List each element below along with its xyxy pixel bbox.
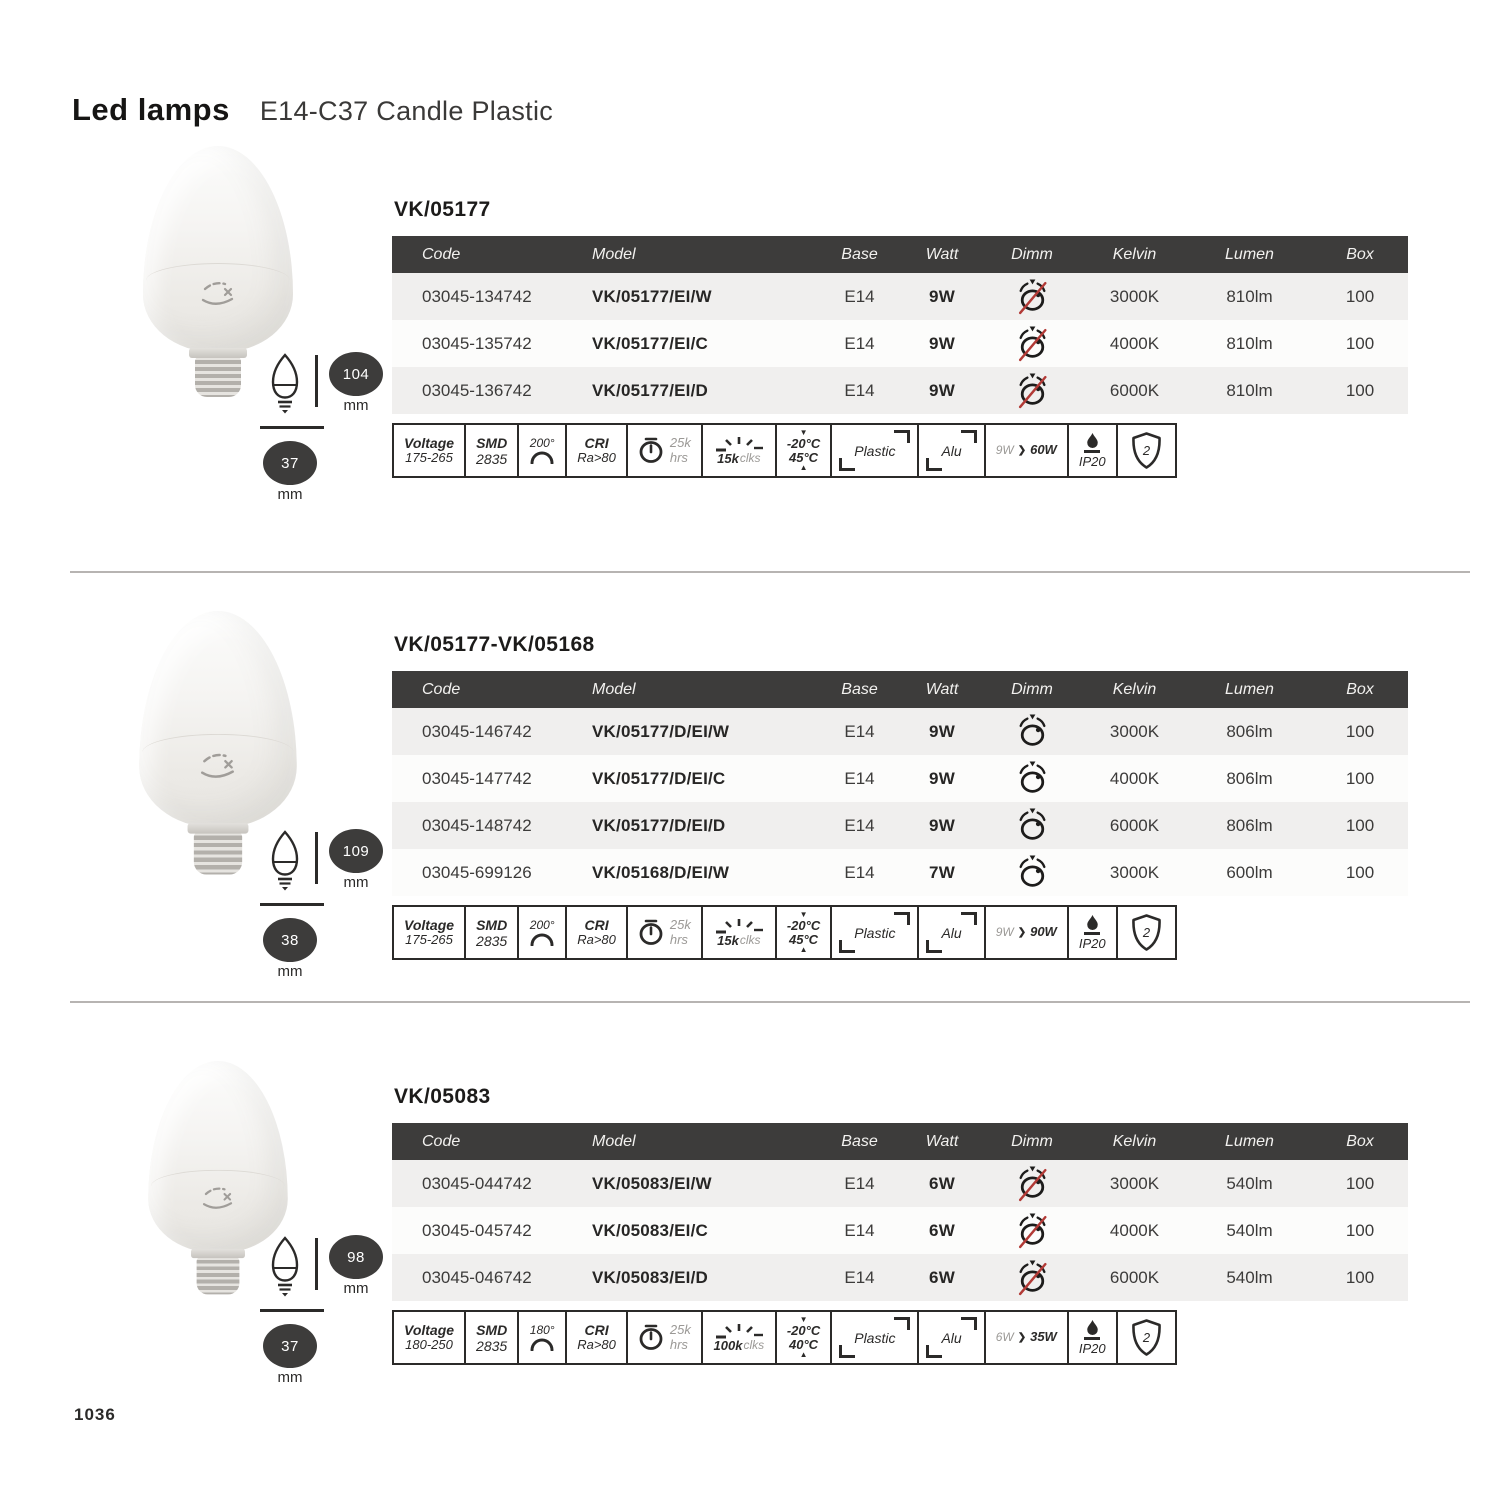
cell-watt: 9W xyxy=(929,721,955,741)
arrow-up-icon: ▲ xyxy=(799,463,808,473)
cell-model: VK/05177/EI/D xyxy=(592,380,708,400)
spec-voltage: Voltage 175-265 xyxy=(392,423,466,478)
shield-icon xyxy=(1128,913,1165,952)
table-row xyxy=(392,755,1408,802)
corner-bracket-icon xyxy=(961,912,977,925)
spec-icon-strip xyxy=(392,1310,1408,1365)
height-badge: 109 xyxy=(329,829,383,873)
cell-watt: 9W xyxy=(929,286,955,306)
spec-icon-strip xyxy=(392,905,1408,960)
cell-box: 100 xyxy=(1345,815,1375,835)
cell-watt: 6W xyxy=(929,1267,955,1287)
corner-bracket-icon xyxy=(926,1345,942,1358)
cell-lumen: 806lm xyxy=(1226,721,1273,741)
cell-box: 100 xyxy=(1345,768,1375,788)
spec-ip-rating: IP20 xyxy=(1067,423,1118,478)
table-header-row xyxy=(392,236,1408,273)
cell-code: 03045-148742 xyxy=(422,815,532,835)
cell-base: E14 xyxy=(844,815,875,835)
cell-code: 03045-699126 xyxy=(422,862,532,882)
column-header-kelvin: Kelvin xyxy=(1112,1132,1157,1150)
cell-base: E14 xyxy=(844,768,875,788)
spec-table-area xyxy=(392,198,1408,478)
diameter-badge: 37 xyxy=(263,441,317,485)
cell-lumen: 540lm xyxy=(1226,1267,1273,1287)
section-title: VK/05177 xyxy=(394,198,491,221)
spec-ip-rating: IP20 xyxy=(1067,1310,1118,1365)
table-row xyxy=(392,708,1408,755)
table-row xyxy=(392,802,1408,849)
product-section xyxy=(70,605,1440,1075)
dimmer-icon xyxy=(1016,807,1049,844)
diameter-unit: mm xyxy=(277,1369,303,1386)
spec-switch-cycles: 15k clks xyxy=(701,905,777,960)
spec-operating-temperature: ▼ -20°C 45°C ▲ xyxy=(775,905,832,960)
height-unit: mm xyxy=(343,874,369,891)
cell-base: E14 xyxy=(844,1173,875,1193)
product-section xyxy=(70,140,1440,610)
height-badge: 98 xyxy=(329,1235,383,1279)
corner-bracket-icon xyxy=(839,458,855,471)
page-title: Led lamps xyxy=(72,92,230,127)
corner-bracket-icon xyxy=(961,1317,977,1330)
svg-text:2: 2 xyxy=(1142,443,1150,459)
section-title: VK/05177-VK/05168 xyxy=(394,633,595,656)
dimmer-icon xyxy=(1016,372,1049,409)
droplet-icon xyxy=(1085,1319,1100,1336)
droplet-icon xyxy=(1085,914,1100,931)
cell-dimm xyxy=(982,713,1082,750)
arrow-up-icon: ▲ xyxy=(799,1350,808,1360)
beam-arc-icon xyxy=(529,451,555,464)
cell-model: VK/05177/EI/C xyxy=(592,333,708,353)
cell-code: 03045-136742 xyxy=(422,380,532,400)
greater-than-icon: ❯ xyxy=(1017,444,1027,456)
light-rays-icon xyxy=(713,917,765,934)
dimmer-icon xyxy=(1016,854,1049,891)
cell-dimm xyxy=(982,854,1082,891)
arrow-down-icon: ▼ xyxy=(799,910,808,919)
spec-voltage: Voltage 180-250 xyxy=(392,1310,466,1365)
table-body xyxy=(392,1160,1408,1301)
bulb-collar xyxy=(188,823,249,834)
product-table xyxy=(392,1123,1408,1301)
spec-switch-cycles: 100k clks xyxy=(701,1310,777,1365)
cell-base: E14 xyxy=(844,286,875,306)
column-header-lumen: Lumen xyxy=(1225,680,1274,698)
dimmer-icon xyxy=(1016,1259,1049,1296)
spec-led-chip: SMD 2835 xyxy=(464,423,519,478)
column-header-model: Model xyxy=(592,680,636,698)
shield-icon xyxy=(1128,1318,1165,1357)
cell-lumen: 810lm xyxy=(1226,286,1273,306)
column-header-base: Base xyxy=(841,1132,878,1150)
diameter-unit: mm xyxy=(277,963,303,980)
column-header-box: Box xyxy=(1346,245,1374,263)
spec-warranty xyxy=(1116,1310,1177,1365)
dimmer-icon xyxy=(1016,1165,1049,1202)
greater-than-icon: ❯ xyxy=(1017,1331,1027,1343)
cell-kelvin: 3000K xyxy=(1109,721,1160,741)
cell-watt: 6W xyxy=(929,1220,955,1240)
height-line xyxy=(315,1238,318,1290)
cell-kelvin: 3000K xyxy=(1109,286,1160,306)
cell-box: 100 xyxy=(1345,1267,1375,1287)
cell-base: E14 xyxy=(844,1220,875,1240)
arrow-down-icon: ▼ xyxy=(799,1315,808,1324)
column-header-lumen: Lumen xyxy=(1225,1132,1274,1150)
column-header-code: Code xyxy=(422,1132,461,1150)
cell-base: E14 xyxy=(844,333,875,353)
cell-lumen: 600lm xyxy=(1226,862,1273,882)
cell-kelvin: 3000K xyxy=(1109,1173,1160,1193)
cell-base: E14 xyxy=(844,721,875,741)
cell-box: 100 xyxy=(1345,333,1375,353)
spec-material-heatsink: Alu xyxy=(917,905,985,960)
cell-base: E14 xyxy=(844,862,875,882)
cell-code: 03045-045742 xyxy=(422,1220,532,1240)
beam-arc-icon xyxy=(529,933,555,946)
column-header-kelvin: Kelvin xyxy=(1112,245,1157,263)
spec-operating-temperature: ▼ -20°C 45°C ▲ xyxy=(775,423,832,478)
bulb-outline-icon xyxy=(266,1235,304,1297)
cell-lumen: 810lm xyxy=(1226,380,1273,400)
column-header-model: Model xyxy=(592,245,636,263)
table-header-row xyxy=(392,671,1408,708)
spec-switch-cycles: 15k clks xyxy=(701,423,777,478)
beam-arc-icon xyxy=(529,1338,555,1351)
cell-dimm xyxy=(982,1259,1082,1296)
dimmer-icon xyxy=(1016,1212,1049,1249)
cell-kelvin: 6000K xyxy=(1109,815,1160,835)
cell-code: 03045-146742 xyxy=(422,721,532,741)
arrow-down-icon: ▼ xyxy=(799,428,808,437)
cell-code: 03045-147742 xyxy=(422,768,532,788)
stopwatch-icon xyxy=(638,1323,665,1352)
bulb-outline-icon xyxy=(266,829,304,891)
cell-dimm xyxy=(982,1165,1082,1202)
corner-bracket-icon xyxy=(961,430,977,443)
shield-icon xyxy=(1128,431,1165,470)
height-badge: 104 xyxy=(329,352,383,396)
bulb-screw-base xyxy=(195,357,241,397)
bulb-body xyxy=(143,146,293,352)
column-header-dimm: Dimm xyxy=(1011,245,1053,263)
corner-bracket-icon xyxy=(926,940,942,953)
cell-watt: 9W xyxy=(929,815,955,835)
column-header-base: Base xyxy=(841,680,878,698)
column-header-watt: Watt xyxy=(925,245,959,263)
bulb-collar xyxy=(189,348,247,358)
spec-material-heatsink: Alu xyxy=(917,1310,985,1365)
light-rays-icon xyxy=(713,435,765,452)
brand-mark-icon xyxy=(195,749,241,783)
light-rays-icon xyxy=(713,1322,765,1339)
arrow-up-icon: ▲ xyxy=(799,945,808,955)
svg-text:2: 2 xyxy=(1142,1330,1150,1346)
spec-icon-strip xyxy=(392,423,1408,478)
cell-lumen: 540lm xyxy=(1226,1220,1273,1240)
dimmer-icon xyxy=(1016,760,1049,797)
spec-material-body: Plastic xyxy=(830,1310,919,1365)
corner-bracket-icon xyxy=(839,1345,855,1358)
height-unit: mm xyxy=(343,397,369,414)
column-header-kelvin: Kelvin xyxy=(1112,680,1157,698)
spec-wattage-equivalence: 6W ❯ 35W xyxy=(984,1310,1069,1365)
spec-beam-angle: 200° xyxy=(517,905,567,960)
spec-led-chip: SMD 2835 xyxy=(464,1310,519,1365)
cell-kelvin: 4000K xyxy=(1109,768,1160,788)
spec-material-body: Plastic xyxy=(830,423,919,478)
spec-cri: CRI Ra>80 xyxy=(565,423,628,478)
spec-table-area xyxy=(392,1085,1408,1365)
section-title: VK/05083 xyxy=(394,1085,491,1108)
cell-model: VK/05168/D/EI/W xyxy=(592,862,730,882)
cell-lumen: 806lm xyxy=(1226,768,1273,788)
spec-led-chip: SMD 2835 xyxy=(464,905,519,960)
height-line xyxy=(315,832,318,884)
cell-kelvin: 6000K xyxy=(1109,380,1160,400)
cell-code: 03045-134742 xyxy=(422,286,532,306)
corner-bracket-icon xyxy=(894,912,910,925)
section-divider xyxy=(70,1001,1470,1003)
cell-dimm xyxy=(982,807,1082,844)
spec-cri: CRI Ra>80 xyxy=(565,1310,628,1365)
diameter-unit: mm xyxy=(277,486,303,503)
spec-operating-temperature: ▼ -20°C 40°C ▲ xyxy=(775,1310,832,1365)
table-row xyxy=(392,273,1408,320)
spec-wattage-equivalence: 9W ❯ 60W xyxy=(984,423,1069,478)
table-row xyxy=(392,1254,1408,1301)
brand-mark-icon xyxy=(198,1184,239,1214)
greater-than-icon: ❯ xyxy=(1017,926,1027,938)
bulb-screw-base xyxy=(194,833,242,875)
column-header-watt: Watt xyxy=(925,680,959,698)
cell-model: VK/05083/EI/W xyxy=(592,1173,712,1193)
table-row xyxy=(392,1160,1408,1207)
ip-divider xyxy=(1084,1337,1100,1340)
ip-divider xyxy=(1084,450,1100,453)
cell-kelvin: 6000K xyxy=(1109,1267,1160,1287)
corner-bracket-icon xyxy=(926,458,942,471)
bulb-screw-base xyxy=(197,1257,240,1294)
bulb-body xyxy=(139,611,297,827)
cell-code: 03045-046742 xyxy=(422,1267,532,1287)
table-row xyxy=(392,1207,1408,1254)
spec-material-heatsink: Alu xyxy=(917,423,985,478)
spec-ip-rating: IP20 xyxy=(1067,905,1118,960)
page-number: 1036 xyxy=(74,1405,116,1424)
diameter-line xyxy=(260,426,324,429)
cell-model: VK/05083/EI/D xyxy=(592,1267,708,1287)
bulb-collar xyxy=(191,1249,245,1258)
page-header xyxy=(72,92,553,128)
column-header-lumen: Lumen xyxy=(1225,245,1274,263)
section-divider xyxy=(70,571,1470,573)
table-row xyxy=(392,367,1408,414)
spec-lifetime: 25k hrs xyxy=(626,423,703,478)
diameter-badge: 38 xyxy=(263,918,317,962)
cell-dimm xyxy=(982,1212,1082,1249)
corner-bracket-icon xyxy=(894,1317,910,1330)
cell-dimm xyxy=(982,278,1082,315)
ip-divider xyxy=(1084,932,1100,935)
height-line xyxy=(315,355,318,407)
cell-box: 100 xyxy=(1345,1173,1375,1193)
product-table xyxy=(392,671,1408,896)
spec-beam-angle: 200° xyxy=(517,423,567,478)
diameter-line xyxy=(260,903,324,906)
cell-watt: 7W xyxy=(929,862,955,882)
dimmer-icon xyxy=(1016,325,1049,362)
cell-code: 03045-044742 xyxy=(422,1173,532,1193)
table-row xyxy=(392,849,1408,896)
svg-text:2: 2 xyxy=(1142,925,1150,941)
cell-model: VK/05083/EI/C xyxy=(592,1220,708,1240)
column-header-code: Code xyxy=(422,680,461,698)
spec-voltage: Voltage 175-265 xyxy=(392,905,466,960)
product-section xyxy=(70,1055,1440,1500)
corner-bracket-icon xyxy=(839,940,855,953)
table-header-row xyxy=(392,1123,1408,1160)
stopwatch-icon xyxy=(638,918,665,947)
corner-bracket-icon xyxy=(894,430,910,443)
cell-watt: 9W xyxy=(929,333,955,353)
height-unit: mm xyxy=(343,1280,369,1297)
cell-base: E14 xyxy=(844,1267,875,1287)
spec-warranty xyxy=(1116,423,1177,478)
column-header-dimm: Dimm xyxy=(1011,1132,1053,1150)
spec-beam-angle: 180° xyxy=(517,1310,567,1365)
page-subtitle: E14-C37 Candle Plastic xyxy=(259,96,554,126)
table-body xyxy=(392,273,1408,414)
cell-base: E14 xyxy=(844,380,875,400)
spec-material-body: Plastic xyxy=(830,905,919,960)
cell-dimm xyxy=(982,760,1082,797)
cell-lumen: 810lm xyxy=(1226,333,1273,353)
cell-model: VK/05177/EI/W xyxy=(592,286,712,306)
column-header-code: Code xyxy=(422,245,461,263)
spec-lifetime: 25k hrs xyxy=(626,905,703,960)
cell-box: 100 xyxy=(1345,721,1375,741)
cell-box: 100 xyxy=(1345,380,1375,400)
diameter-line xyxy=(260,1309,324,1312)
column-header-dimm: Dimm xyxy=(1011,680,1053,698)
cell-model: VK/05177/D/EI/D xyxy=(592,815,726,835)
cell-dimm xyxy=(982,372,1082,409)
cell-model: VK/05177/D/EI/C xyxy=(592,768,726,788)
cell-model: VK/05177/D/EI/W xyxy=(592,721,730,741)
table-row xyxy=(392,320,1408,367)
column-header-watt: Watt xyxy=(925,1132,959,1150)
droplet-icon xyxy=(1085,432,1100,449)
product-table xyxy=(392,236,1408,414)
stopwatch-icon xyxy=(638,436,665,465)
cell-kelvin: 4000K xyxy=(1109,333,1160,353)
cell-lumen: 806lm xyxy=(1226,815,1273,835)
spec-cri: CRI Ra>80 xyxy=(565,905,628,960)
cell-box: 100 xyxy=(1345,862,1375,882)
cell-box: 100 xyxy=(1345,1220,1375,1240)
cell-code: 03045-135742 xyxy=(422,333,532,353)
bulb-body xyxy=(148,1061,288,1253)
cell-kelvin: 4000K xyxy=(1109,1220,1160,1240)
spec-warranty xyxy=(1116,905,1177,960)
diameter-badge: 37 xyxy=(263,1324,317,1368)
dimmer-icon xyxy=(1016,278,1049,315)
cell-watt: 9W xyxy=(929,380,955,400)
column-header-model: Model xyxy=(592,1132,636,1150)
dimmer-icon xyxy=(1016,713,1049,750)
cell-watt: 9W xyxy=(929,768,955,788)
cell-watt: 6W xyxy=(929,1173,955,1193)
spec-table-area xyxy=(392,633,1408,960)
brand-mark-icon xyxy=(196,278,240,310)
column-header-box: Box xyxy=(1346,1132,1374,1150)
spec-wattage-equivalence: 9W ❯ 90W xyxy=(984,905,1069,960)
bulb-outline-icon xyxy=(266,352,304,414)
column-header-box: Box xyxy=(1346,680,1374,698)
cell-lumen: 540lm xyxy=(1226,1173,1273,1193)
cell-box: 100 xyxy=(1345,286,1375,306)
table-body xyxy=(392,708,1408,896)
cell-kelvin: 3000K xyxy=(1109,862,1160,882)
column-header-base: Base xyxy=(841,245,878,263)
cell-dimm xyxy=(982,325,1082,362)
spec-lifetime: 25k hrs xyxy=(626,1310,703,1365)
